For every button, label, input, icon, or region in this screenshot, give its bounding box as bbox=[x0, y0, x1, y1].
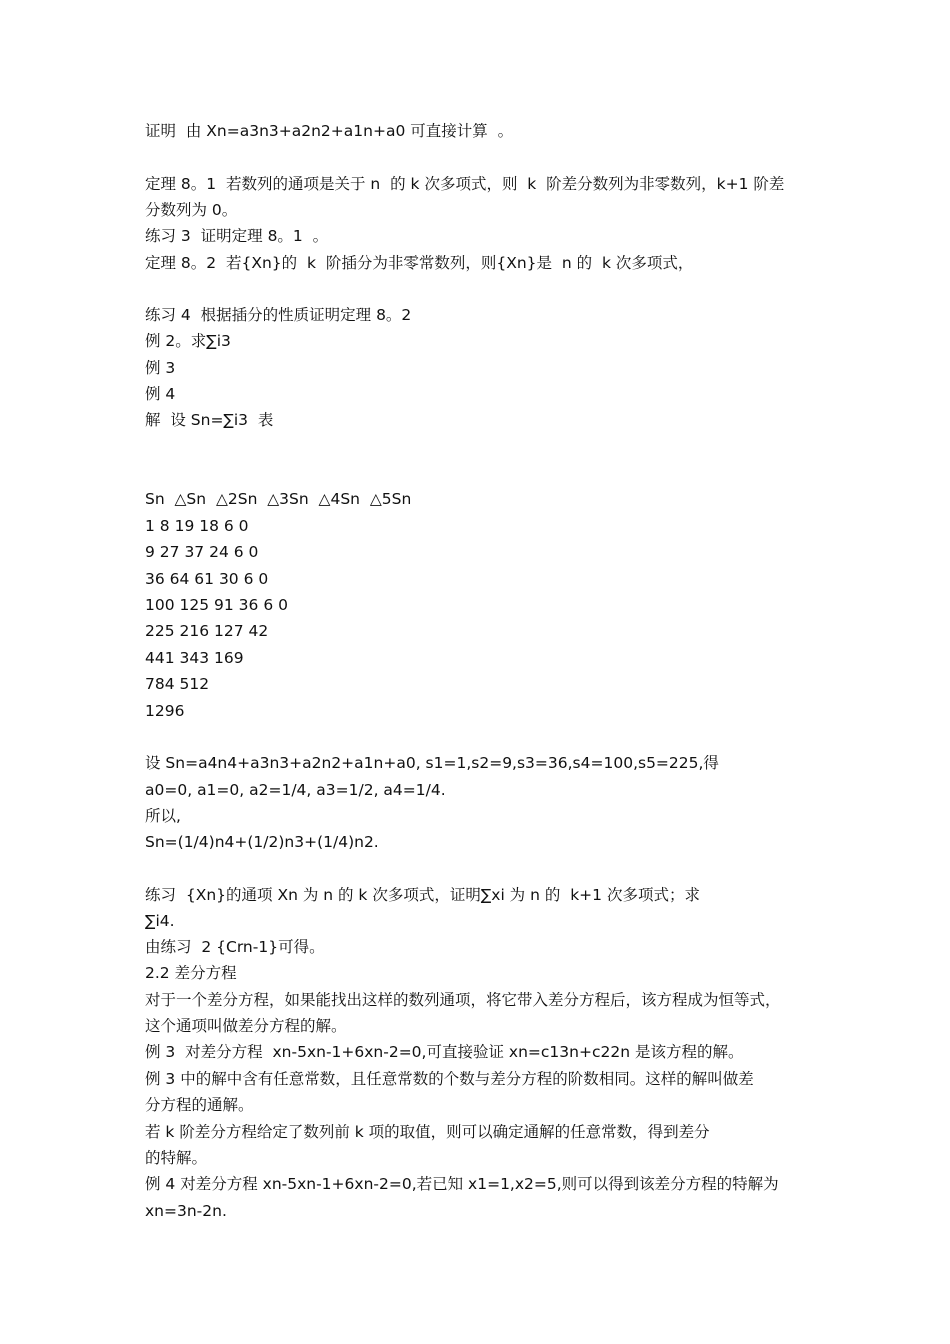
text-line: 例 3 中的解中含有任意常数，且任意常数的个数与差分方程的阶数相同。这样的解叫做差 bbox=[145, 1070, 754, 1088]
text-line: xn=3n-2n. bbox=[145, 1202, 227, 1220]
text-line: 分数列为 0。 bbox=[145, 201, 238, 219]
difference-table-row: 100 125 91 36 6 0 bbox=[145, 596, 288, 614]
difference-table-row: 1296 bbox=[145, 702, 185, 720]
text-line: 定理 8。1 若数列的通项是关于 n 的 k 次多项式，则 k 阶差分数列为非零数列，k+1 阶差 bbox=[145, 175, 785, 193]
difference-table-row: 9 27 37 24 6 0 bbox=[145, 543, 259, 561]
text-line: 例 3 bbox=[145, 359, 176, 377]
text-line: 所以, bbox=[145, 807, 181, 825]
text-line: 例 4 对差分方程 xn-5xn-1+6xn-2=0,若已知 x1=1,x2=5,则可以得到该差分方程的特解为 bbox=[145, 1175, 779, 1193]
difference-table-row: 1 8 19 18 6 0 bbox=[145, 517, 249, 535]
text-line: Sn=(1/4)n4+(1/2)n3+(1/4)n2. bbox=[145, 833, 379, 851]
text-line: 若 k 阶差分方程给定了数列前 k 项的取值，则可以确定通解的任意常数，得到差分 bbox=[145, 1123, 710, 1141]
text-line: 证明 由 Xn=a3n3+a2n2+a1n+a0 可直接计算 。 bbox=[145, 122, 514, 140]
text-line: 分方程的通解。 bbox=[145, 1096, 254, 1114]
text-line: ∑i4. bbox=[145, 912, 175, 930]
text-line: 对于一个差分方程，如果能找出这样的数列通项，将它带入差分方程后，该方程成为恒等式， bbox=[145, 991, 781, 1009]
text-line: 例 3 对差分方程 xn-5xn-1+6xn-2=0,可直接验证 xn=c13n+c22n 是该方程的解。 bbox=[145, 1043, 744, 1061]
text-line: 例 2。求∑i3 bbox=[145, 332, 231, 350]
difference-table-row: 784 512 bbox=[145, 675, 210, 693]
text-line: a0=0, a1=0, a2=1/4, a3=1/2, a4=1/4. bbox=[145, 781, 446, 799]
text-line: 由练习 2 {Crn-1}可得。 bbox=[145, 938, 325, 956]
difference-table-header: Sn △Sn △2Sn △3Sn △4Sn △5Sn bbox=[145, 490, 412, 508]
text-line: 例 4 bbox=[145, 385, 176, 403]
section-heading: 2.2 差分方程 bbox=[145, 964, 237, 982]
text-line: 练习 {Xn}的通项 Xn 为 n 的 k 次多项式，证明∑xi 为 n 的 k+1 次多项式；求 bbox=[145, 886, 700, 904]
difference-table-row: 36 64 61 30 6 0 bbox=[145, 570, 269, 588]
text-line: 解 设 Sn=∑i3 表 bbox=[145, 411, 274, 429]
difference-table-row: 441 343 169 bbox=[145, 649, 244, 667]
difference-table-row: 225 216 127 42 bbox=[145, 622, 269, 640]
text-line: 这个通项叫做差分方程的解。 bbox=[145, 1017, 347, 1035]
text-line: 定理 8。2 若{Xn}的 k 阶插分为非零常数列，则{Xn}是 n 的 k 次多项式， bbox=[145, 254, 694, 272]
text-line: 的特解。 bbox=[145, 1149, 208, 1167]
text-line: 练习 4 根据插分的性质证明定理 8。2 bbox=[145, 306, 412, 324]
text-line: 练习 3 证明定理 8。1 。 bbox=[145, 227, 329, 245]
text-line: 设 Sn=a4n4+a3n3+a2n2+a1n+a0, s1=1,s2=9,s3=36,s4=100,s5=225,得 bbox=[145, 754, 719, 772]
